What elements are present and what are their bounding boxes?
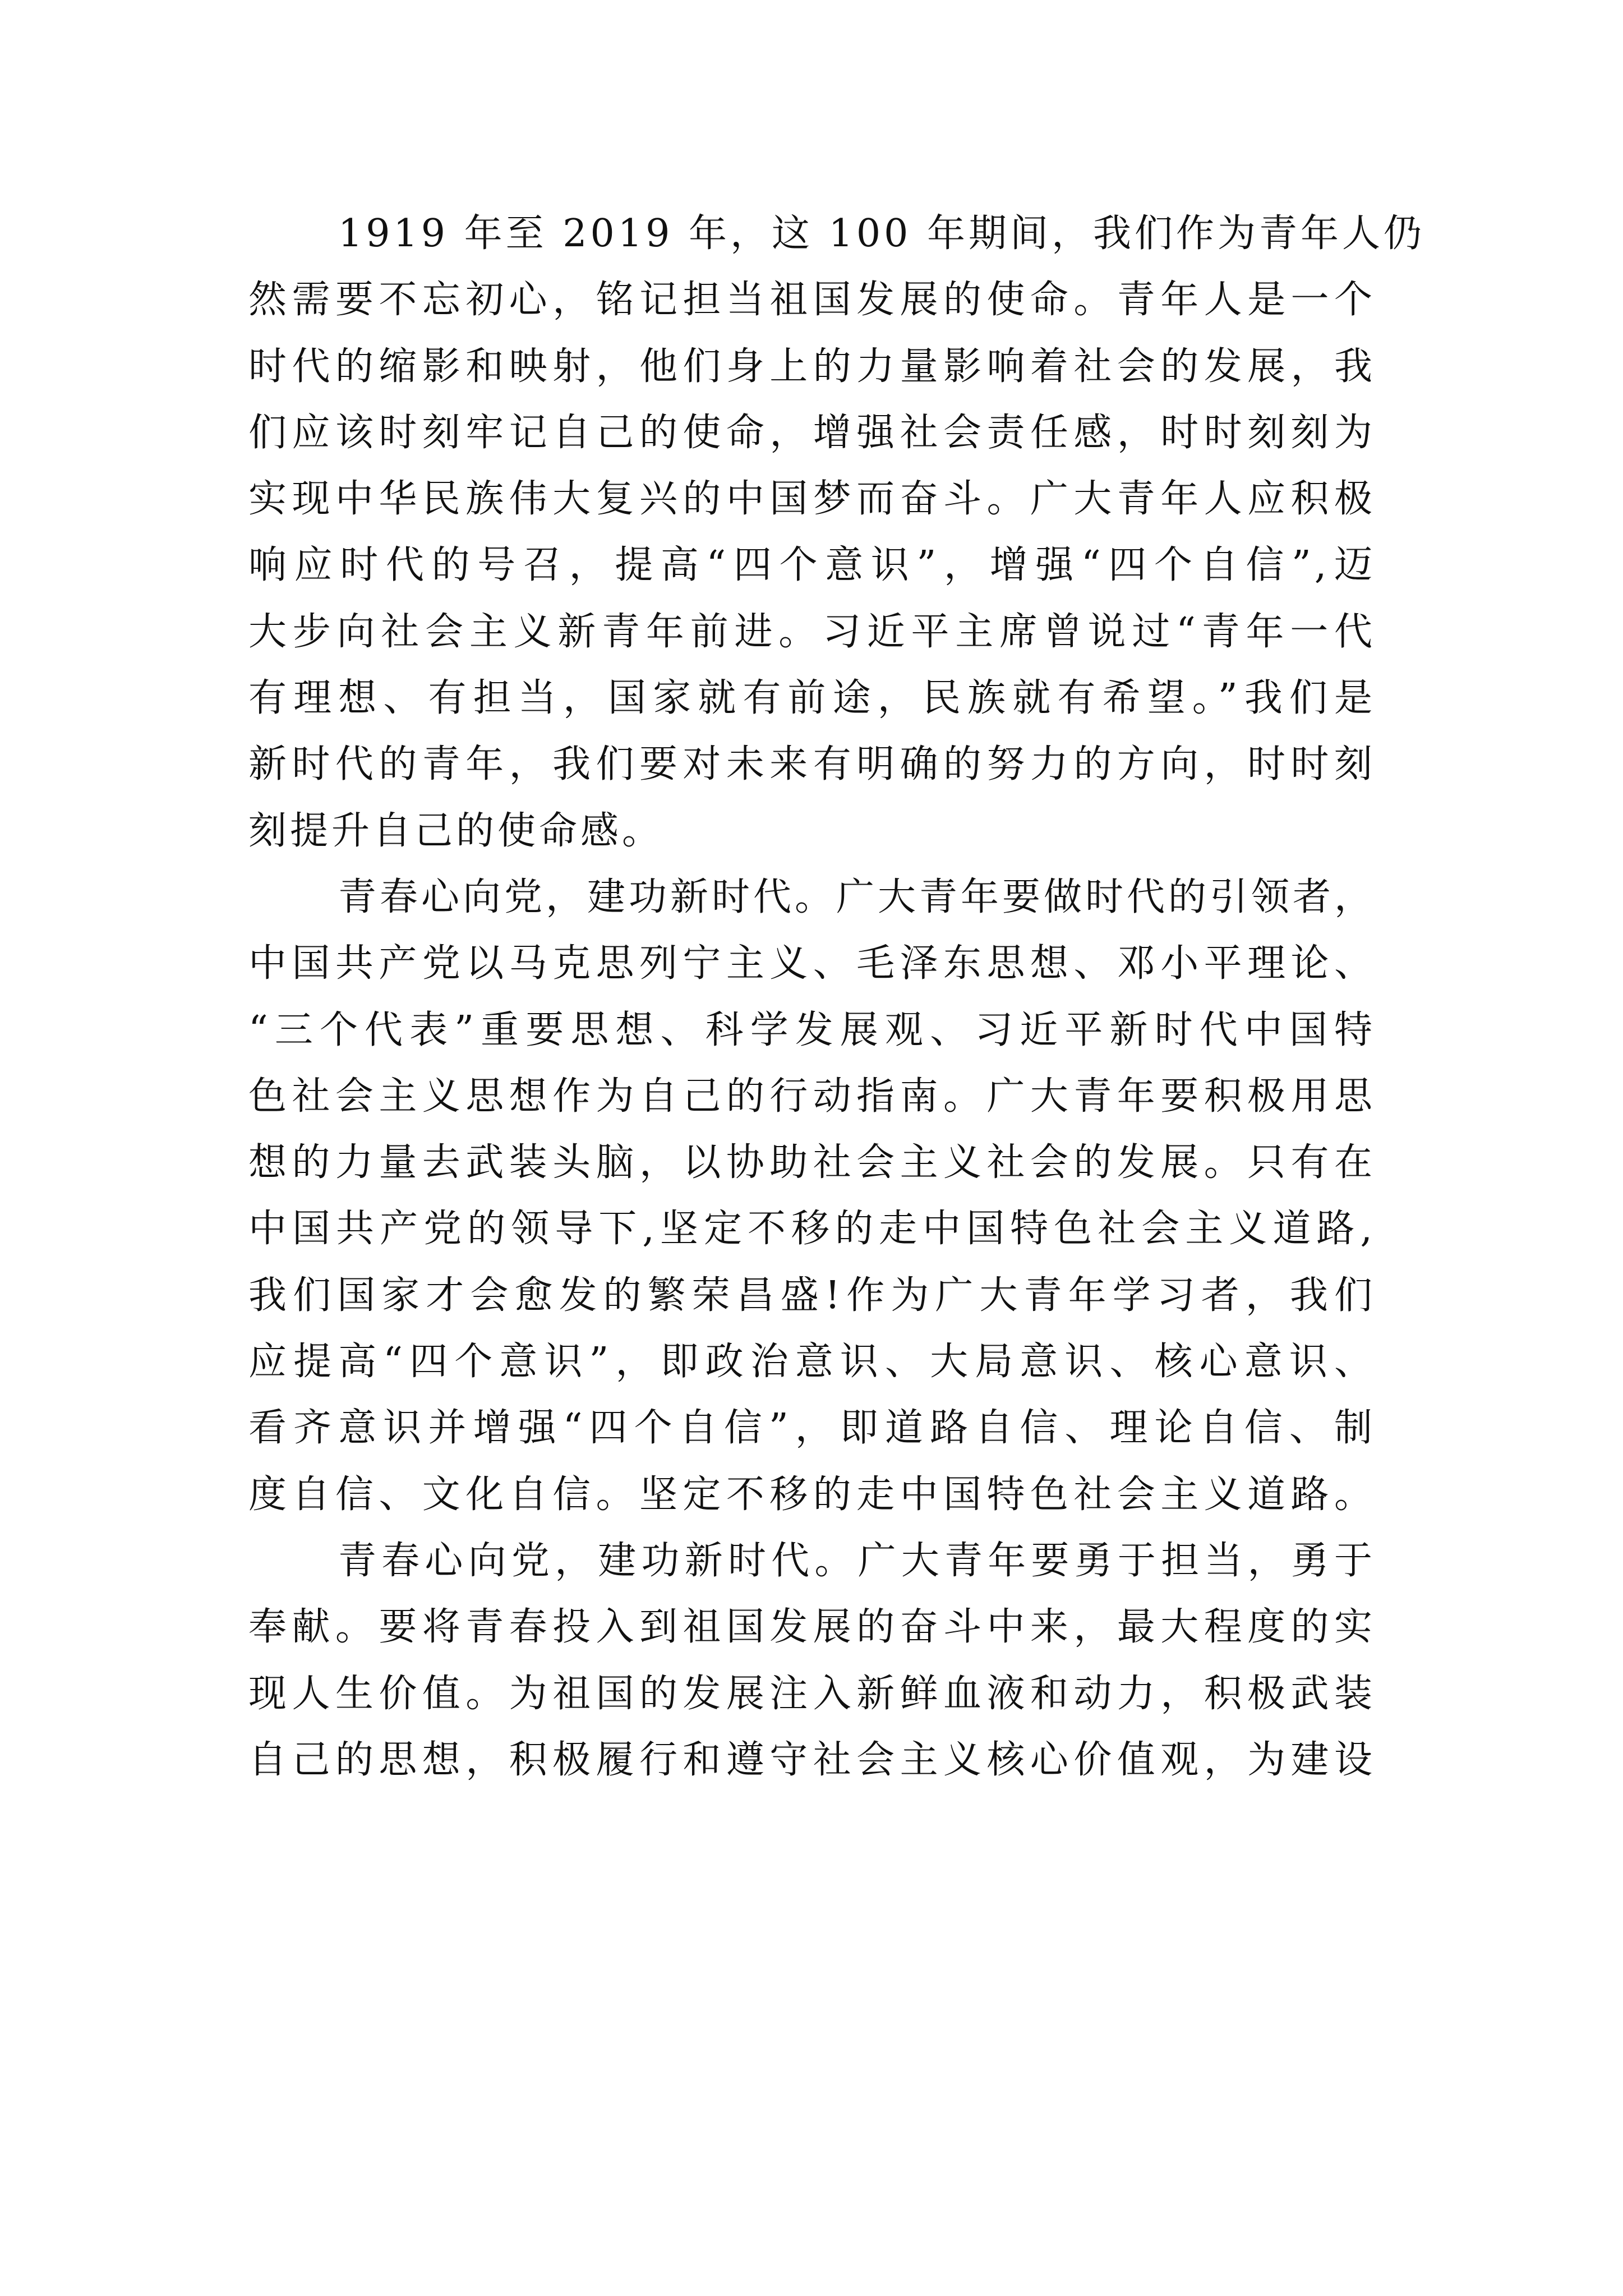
paragraph-1 bbox=[248, 201, 1425, 864]
text-line: 青春心向党，建功新时代。广大青年要做时代的引领者， bbox=[338, 875, 1376, 919]
text-line: 然需要不忘初心，铭记担当祖国发展的使命。青年人是一个 bbox=[248, 278, 1376, 323]
text-line: 度自信、文化自信。坚定不移的走中国特色社会主义道路。 bbox=[248, 1472, 1376, 1517]
text-line: 想的力量去武装头脑，以协助社会主义社会的发展。只有在 bbox=[248, 1140, 1376, 1185]
text-line: 中国共产党的领导下,坚定不移的走中国特色社会主义道路, bbox=[248, 1207, 1376, 1251]
text-line: 刻提升自己的使命感。 bbox=[248, 808, 664, 853]
text-line: 响应时代的号召，提高“四个意识”，增强“四个自信”,迈 bbox=[248, 543, 1376, 588]
document-body bbox=[248, 201, 1425, 1793]
text-line: 时代的缩影和映射，他们身上的力量影响着社会的发展，我 bbox=[248, 344, 1376, 389]
paragraph-3 bbox=[248, 1528, 1376, 1793]
text-line: 们应该时刻牢记自己的使命，增强社会责任感，时时刻刻为 bbox=[248, 410, 1376, 455]
text-line: 奉献。要将青春投入到祖国发展的奋斗中来，最大程度的实 bbox=[248, 1605, 1376, 1650]
text-line: 看齐意识并增强“四个自信”，即道路自信、理论自信、制 bbox=[248, 1406, 1376, 1451]
text-line: 实现中华民族伟大复兴的中国梦而奋斗。广大青年人应积极 bbox=[248, 477, 1376, 522]
text-line: 青春心向党，建功新时代。广大青年要勇于担当，勇于 bbox=[338, 1538, 1376, 1583]
paragraph-2 bbox=[248, 864, 1376, 1528]
text-line: 有理想、有担当，国家就有前途，民族就有希望。”我们是 bbox=[248, 676, 1376, 721]
text-line: “三个代表”重要思想、科学发展观、习近平新时代中国特 bbox=[248, 1007, 1376, 1052]
text-line: 大步向社会主义新青年前进。习近平主席曾说过“青年一代 bbox=[248, 609, 1376, 654]
text-line: 自己的思想，积极履行和遵守社会主义核心价值观，为建设 bbox=[248, 1737, 1376, 1782]
text-line: 色社会主义思想作为自己的行动指南。广大青年要积极用思 bbox=[248, 1074, 1376, 1119]
text-line: 1919 年至 2019 年，这 100 年期间，我们作为青年人仍 bbox=[338, 211, 1425, 256]
text-line: 新时代的青年，我们要对未来有明确的努力的方向，时时刻 bbox=[248, 742, 1376, 787]
text-line: 我们国家才会愈发的繁荣昌盛!作为广大青年学习者，我们 bbox=[248, 1273, 1376, 1318]
text-line: 中国共产党以马克思列宁主义、毛泽东思想、邓小平理论、 bbox=[248, 941, 1376, 986]
text-line: 应提高“四个意识”，即政治意识、大局意识、核心意识、 bbox=[248, 1340, 1376, 1384]
text-line: 现人生价值。为祖国的发展注入新鲜血液和动力，积极武装 bbox=[248, 1671, 1376, 1716]
